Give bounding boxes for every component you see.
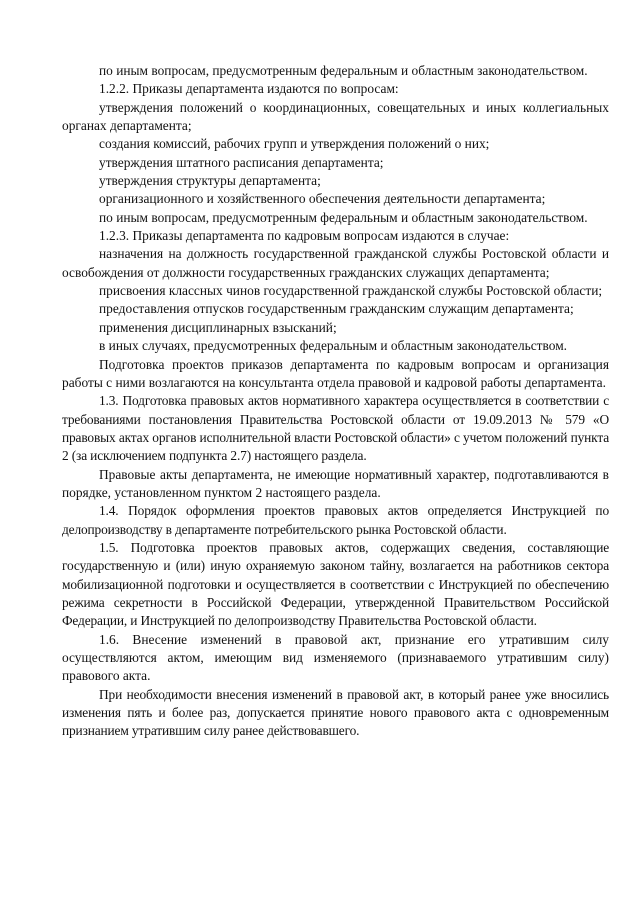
list-item-organizational-support: организационного и хозяйственного обеспечения деятельности департамента; — [99, 191, 546, 207]
list-item-class-ranks: присвоения классных чинов государственной гражданской службы Ростовской области; — [99, 283, 603, 299]
list-item-leave: предоставления отпусков государственным гражданским служащим департамента; — [99, 301, 574, 317]
list-item-commissions: создания комиссий, рабочих групп и утверждения положений о них; — [99, 136, 490, 152]
list-item-structure: утверждения структуры департамента; — [99, 173, 321, 189]
list-item-other-matters-2: по иным вопросам, предусмотренным федеральным и областным законодательством. — [99, 209, 588, 225]
list-item-collegial-bodies: утверждения положений о координационных, совещательных и иных коллегиальных органах департамента; — [62, 99, 609, 134]
paragraph-1-2-2-heading: 1.2.2. Приказы департамента издаются по вопросам: — [99, 81, 399, 97]
paragraph-1-5: 1.5. Подготовка проектов правовых актов, содержащих сведения, составляющие государственную и (или) иную охраняемую законом тайну, возлагается на работников сектора мобилизационной подготовки и осуществляется в соответствии с Инструкцией по обеспечению режима секретности в Российской Федерации, утвержденной Правительством Российской Федерации, и Инструкцией по делопроизводству Правительства Ростовской области. — [62, 539, 609, 629]
list-item-staff-schedule: утверждения штатного расписания департамента; — [99, 154, 384, 170]
paragraph-1-6: 1.6. Внесение изменений в правовой акт, признание его утратившим силу осуществляются актом, имеющим вид изменяемого (признаваемого утратившим силу) правового акта. — [62, 631, 609, 684]
paragraph-1-3: 1.3. Подготовка правовых актов нормативного характера осуществляется в соответствии с требованиями постановления Правительства Ростовской области от 19.09.2013 № 579 «О правовых актах органов исполнительной власти Ростовской области» с учетом положений пункта 2 (за исключением подпункта 2.7) настоящего раздела. — [62, 393, 609, 464]
paragraph-other-matters-1: по иным вопросам, предусмотренным федеральным и областным законодательством. — [99, 63, 588, 78]
list-item-other-cases: в иных случаях, предусмотренных федеральным и областным законодательством. — [99, 338, 568, 354]
paragraph-1-4: 1.4. Порядок оформления проектов правовых актов определяется Инструкцией по делопроизводству в департаменте потребительского рынка Ростовской области. — [62, 503, 609, 537]
paragraph-non-normative-acts: Правовые акты департамента, не имеющие нормативный характер, подготавливаются в порядке, установленном пунктом 2 настоящего раздела. — [62, 466, 609, 500]
list-item-appointment: назначения на должность государственной гражданской службы Ростовской области и освобождения от должности государственных гражданских служащих департамента; — [62, 246, 609, 280]
paragraph-1-2-3-heading: 1.2.3. Приказы департамента по кадровым вопросам издаются в случае: — [99, 228, 510, 244]
paragraph-new-act: При необходимости внесения изменений в правовой акт, в который ранее уже вносились изменения пять и более раз, допускается принятие нового правового акта с одновременным признанием утратившим силу ранее действовавшего. — [62, 686, 609, 739]
paragraph-hr-preparation: Подготовка проектов приказов департамента по кадровым вопросам и организация работы с ними возлагаются на консультанта отдела правовой и кадровой работы департамента. — [62, 356, 609, 390]
list-item-disciplinary: применения дисциплинарных взысканий; — [99, 319, 337, 335]
